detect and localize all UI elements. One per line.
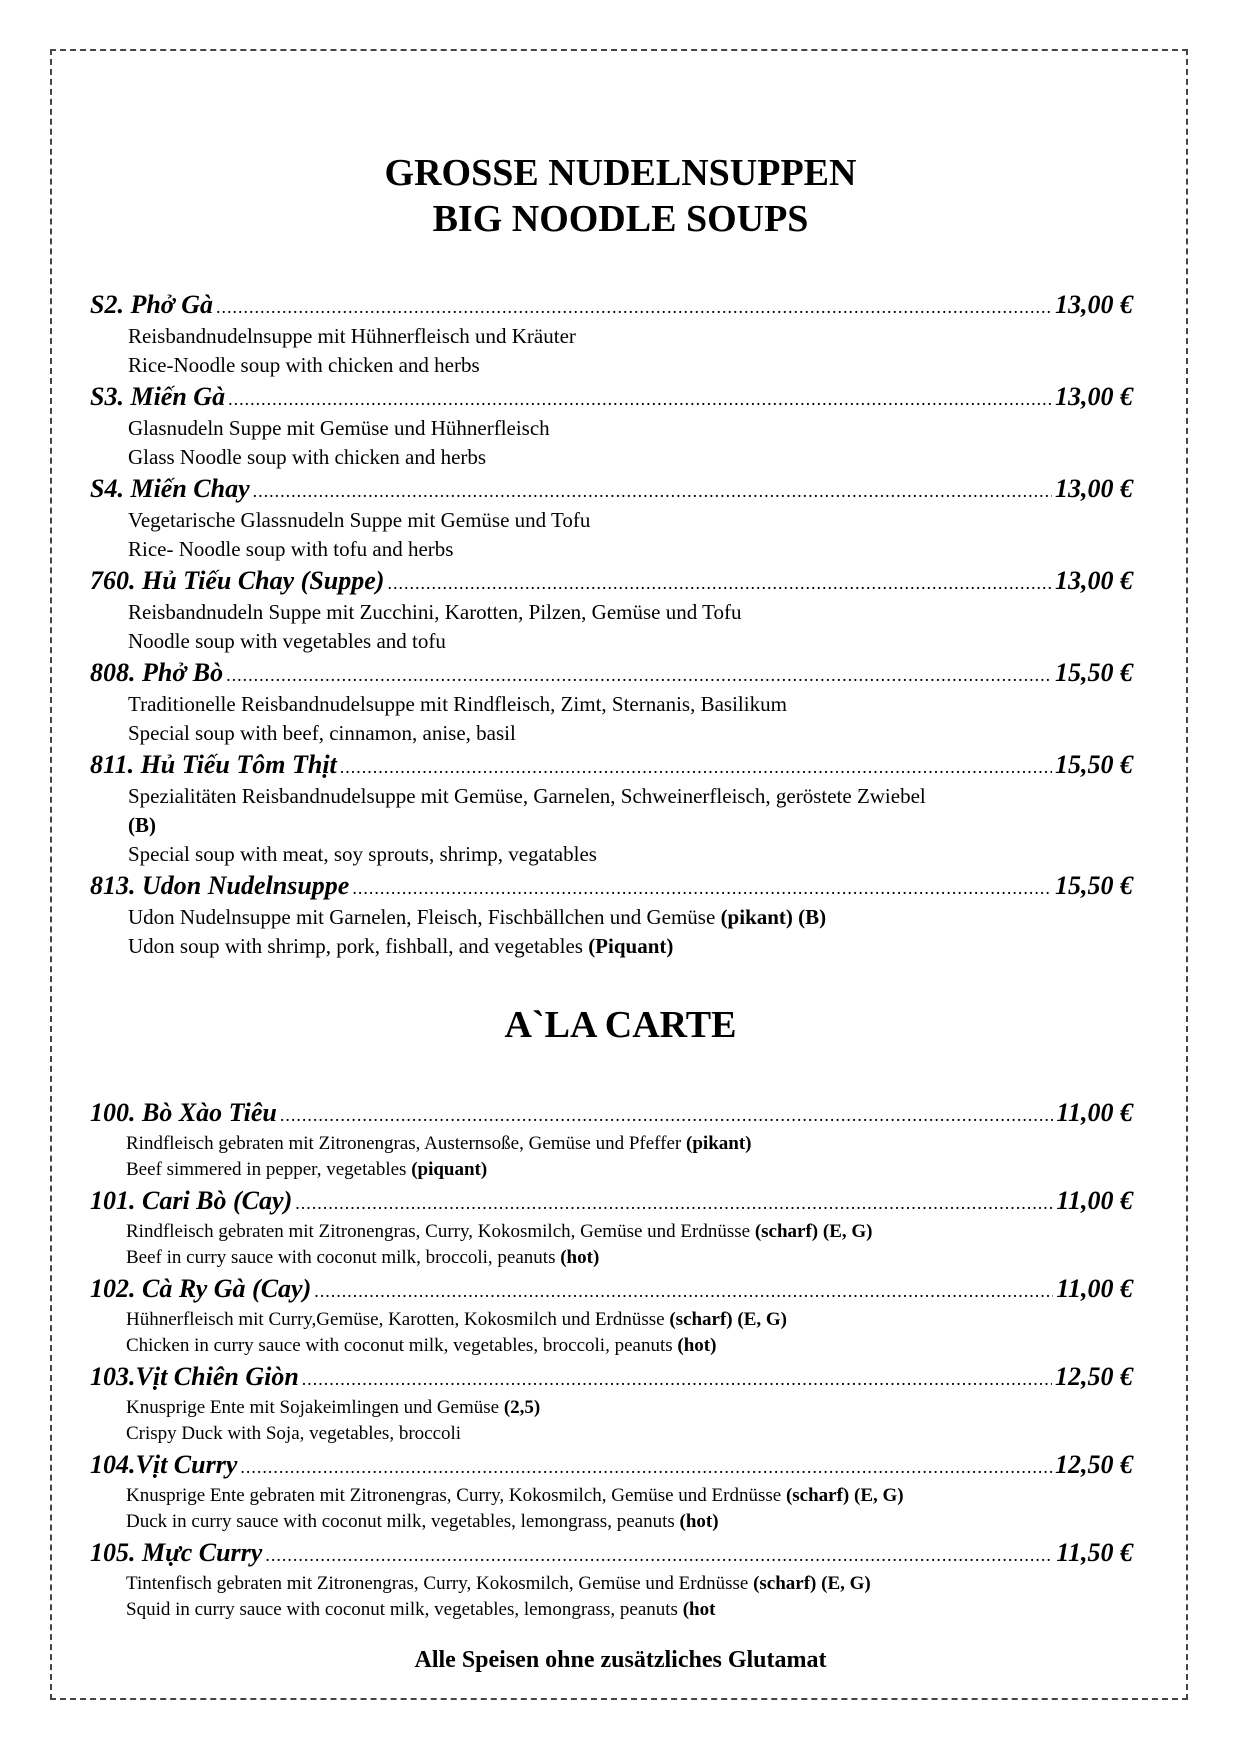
dot-leader	[253, 476, 1052, 506]
description-text: Spezialitäten Reisbandnudelsuppe mit Gemüse, Garnelen, Schweinerfleisch, geröstete Zwiebel	[128, 784, 926, 808]
menu-item-header	[90, 1537, 1133, 1571]
menu-item	[90, 1273, 1133, 1359]
menu-item-header	[90, 1361, 1133, 1395]
description-text: Reisbandnudeln Suppe mit Zucchini, Karotten, Pilzen, Gemüse und Tofu	[128, 600, 742, 624]
dish-tag: (B)	[128, 813, 156, 837]
dish-name: 103.Vịt Chiên Giòn	[90, 1362, 299, 1391]
menu-item	[90, 1097, 1133, 1183]
dish-price: 11,00 €	[1056, 1098, 1133, 1127]
dish-description	[90, 1219, 1133, 1245]
menu-item-header	[90, 566, 1133, 598]
dish-price: 15,50 €	[1055, 658, 1133, 687]
description-text: Tintenfisch gebraten mit Zitronengras, Curry, Kokosmilch, Gemüse und Erdnüsse	[126, 1573, 754, 1594]
description-text: Reisbandnudelnsuppe mit Hühnerfleisch und Kräuter	[128, 324, 576, 348]
menu-item	[90, 1361, 1133, 1447]
description-text: Rice-Noodle soup with chicken and herbs	[128, 353, 480, 377]
dish-price: 13,00 €	[1055, 382, 1133, 411]
section-title-soups-de: GROSSE NUDELNSUPPEN	[384, 152, 857, 194]
dish-description	[90, 719, 1133, 748]
dish-description	[90, 535, 1133, 564]
dish-name: 104.Vịt Curry	[90, 1450, 238, 1479]
description-text: Chicken in curry sauce with coconut milk, vegetables, broccoli, peanuts	[126, 1335, 678, 1356]
description-text: Noodle soup with vegetables and tofu	[128, 629, 446, 653]
description-text: Glasnudeln Suppe mit Gemüse und Hühnerfleisch	[128, 416, 550, 440]
menu-item-header	[90, 1097, 1133, 1131]
menu-item-header	[90, 871, 1133, 903]
dot-leader	[216, 292, 1052, 322]
dish-price: 15,50 €	[1055, 750, 1133, 779]
dish-description	[90, 1571, 1133, 1597]
menu-item-header	[90, 1273, 1133, 1307]
dish-tag: (piquant)	[411, 1159, 488, 1180]
dish-name: S2. Phở Gà	[90, 290, 214, 319]
dish-description	[90, 414, 1133, 443]
dish-price: 11,50 €	[1056, 1538, 1133, 1567]
menu-item	[90, 382, 1133, 472]
menu-item	[90, 474, 1133, 564]
description-text: Udon Nudelnsuppe mit Garnelen, Fleisch, Fischbällchen und Gemüse	[128, 905, 721, 929]
a-la-carte-menu-list	[90, 1097, 1133, 1625]
dish-description	[90, 351, 1133, 380]
dot-leader	[280, 1100, 1054, 1131]
menu-item	[90, 1449, 1133, 1535]
description-text: Rindfleisch gebraten mit Zitronengras, Austernsoße, Gemüse und Pfeffer	[126, 1133, 687, 1154]
menu-item	[90, 1537, 1133, 1623]
dot-leader	[226, 660, 1052, 690]
description-text: Knusprige Ente mit Sojakeimlingen und Gemüse	[126, 1397, 504, 1418]
dot-leader	[265, 1540, 1053, 1571]
menu-item-header	[90, 658, 1133, 690]
section-title-a-la-carte: A`LA CARTE	[504, 1004, 737, 1046]
dot-leader	[302, 1364, 1052, 1395]
menu-item-header	[90, 1185, 1133, 1219]
dish-description	[90, 1509, 1133, 1535]
dish-description	[90, 1483, 1133, 1509]
dish-tag: (hot)	[560, 1247, 600, 1268]
description-text: Special soup with beef, cinnamon, anise, basil	[128, 721, 516, 745]
dish-name: 808. Phở Bò	[90, 658, 224, 687]
dot-leader	[387, 568, 1052, 598]
description-text: Knusprige Ente gebraten mit Zitronengras, Curry, Kokosmilch, Gemüse und Erdnüsse	[126, 1485, 786, 1506]
menu-item	[90, 1185, 1133, 1271]
dish-description	[90, 690, 1133, 719]
section-title-soups-en: BIG NOODLE SOUPS	[432, 198, 809, 240]
dish-tag: (2,5)	[503, 1397, 541, 1418]
dish-description	[90, 903, 1133, 932]
dish-tag: (scharf) (E, G)	[754, 1221, 873, 1242]
dot-leader	[228, 384, 1052, 414]
dot-leader	[340, 752, 1052, 782]
dish-tag: (hot)	[677, 1335, 717, 1356]
dish-price: 12,50 €	[1055, 1450, 1133, 1479]
dish-name: 813. Udon Nudelnsuppe	[90, 871, 350, 900]
soup-menu-list	[90, 290, 1133, 963]
dish-description	[90, 1395, 1133, 1421]
description-text: Rice- Noodle soup with tofu and herbs	[128, 537, 454, 561]
dot-leader	[352, 873, 1052, 903]
dish-name: S4. Miến Chay	[90, 474, 250, 503]
dish-tag: (Piquant)	[588, 934, 674, 958]
dish-price: 13,00 €	[1055, 474, 1133, 503]
dish-description	[90, 811, 1133, 840]
dish-description	[90, 443, 1133, 472]
description-text: Rindfleisch gebraten mit Zitronengras, Curry, Kokosmilch, Gemüse und Erdnüsse	[126, 1221, 755, 1242]
dish-name: S3. Miến Gà	[90, 382, 226, 411]
dish-description	[90, 1245, 1133, 1271]
dish-price: 11,00 €	[1056, 1274, 1133, 1303]
menu-item-header	[90, 750, 1133, 782]
dish-description	[90, 840, 1133, 869]
description-text: Duck in curry sauce with coconut milk, vegetables, lemongrass, peanuts	[126, 1511, 680, 1532]
menu-item	[90, 290, 1133, 380]
description-text: Crispy Duck with Soja, vegetables, broccoli	[126, 1423, 462, 1444]
description-text: Udon soup with shrimp, pork, fishball, and vegetables	[128, 934, 589, 958]
dish-tag: (scharf) (E, G)	[785, 1485, 904, 1506]
dish-description	[90, 1333, 1133, 1359]
dish-description	[90, 1157, 1133, 1183]
dish-price: 11,00 €	[1056, 1186, 1133, 1215]
dish-description	[90, 1421, 1133, 1447]
dish-name: 100. Bò Xào Tiêu	[90, 1098, 277, 1127]
dish-price: 15,50 €	[1055, 871, 1133, 900]
dish-name: 101. Cari Bò (Cay)	[90, 1186, 293, 1215]
dish-description	[90, 322, 1133, 351]
dish-price: 13,00 €	[1055, 566, 1133, 595]
dot-leader	[240, 1452, 1052, 1483]
dish-tag: (pikant) (B)	[720, 905, 827, 929]
dish-tag: (pikant)	[686, 1133, 752, 1154]
description-text: Squid in curry sauce with coconut milk, vegetables, lemongrass, peanuts	[126, 1599, 683, 1620]
menu-item	[90, 566, 1133, 656]
dish-description	[90, 1131, 1133, 1157]
dish-description	[90, 932, 1133, 961]
description-text: Special soup with meat, soy sprouts, shrimp, vegatables	[128, 842, 597, 866]
dish-name: 760. Hủ Tiếu Chay (Suppe)	[90, 566, 385, 595]
dish-description	[90, 1307, 1133, 1333]
menu-item-header	[90, 474, 1133, 506]
dish-description	[90, 598, 1133, 627]
dish-description	[90, 506, 1133, 535]
menu-item	[90, 750, 1133, 869]
dish-name: 811. Hủ Tiếu Tôm Thịt	[90, 750, 337, 779]
menu-item-header	[90, 1449, 1133, 1483]
description-text: Beef in curry sauce with coconut milk, broccoli, peanuts	[126, 1247, 561, 1268]
dish-name: 105. Mực Curry	[90, 1538, 263, 1567]
description-text: Vegetarische Glassnudeln Suppe mit Gemüse und Tofu	[128, 508, 591, 532]
dot-leader	[295, 1188, 1053, 1219]
menu-item	[90, 658, 1133, 748]
description-text: Hühnerfleisch mit Curry,Gemüse, Karotten, Kokosmilch und Erdnüsse	[126, 1309, 670, 1330]
dish-tag: (hot	[682, 1599, 716, 1620]
dish-tag: (scharf) (E, G)	[753, 1573, 871, 1594]
dish-price: 12,50 €	[1055, 1362, 1133, 1391]
dish-name: 102. Cà Ry Gà (Cay)	[90, 1274, 312, 1303]
dot-leader	[314, 1276, 1053, 1307]
description-text: Traditionelle Reisbandnudelsuppe mit Rindfleisch, Zimt, Sternanis, Basilikum	[128, 692, 787, 716]
dish-price: 13,00 €	[1055, 290, 1133, 319]
footer-note: Alle Speisen ohne zusätzliches Glutamat	[414, 1647, 827, 1673]
dish-description	[90, 627, 1133, 656]
dish-description	[90, 782, 1133, 811]
dish-tag: (hot)	[679, 1511, 719, 1532]
description-text: Glass Noodle soup with chicken and herbs	[128, 445, 487, 469]
menu-item-header	[90, 382, 1133, 414]
menu-item-header	[90, 290, 1133, 322]
dish-description	[90, 1597, 1133, 1623]
dish-tag: (scharf) (E, G)	[669, 1309, 787, 1330]
menu-item	[90, 871, 1133, 961]
description-text: Beef simmered in pepper, vegetables	[126, 1159, 412, 1180]
